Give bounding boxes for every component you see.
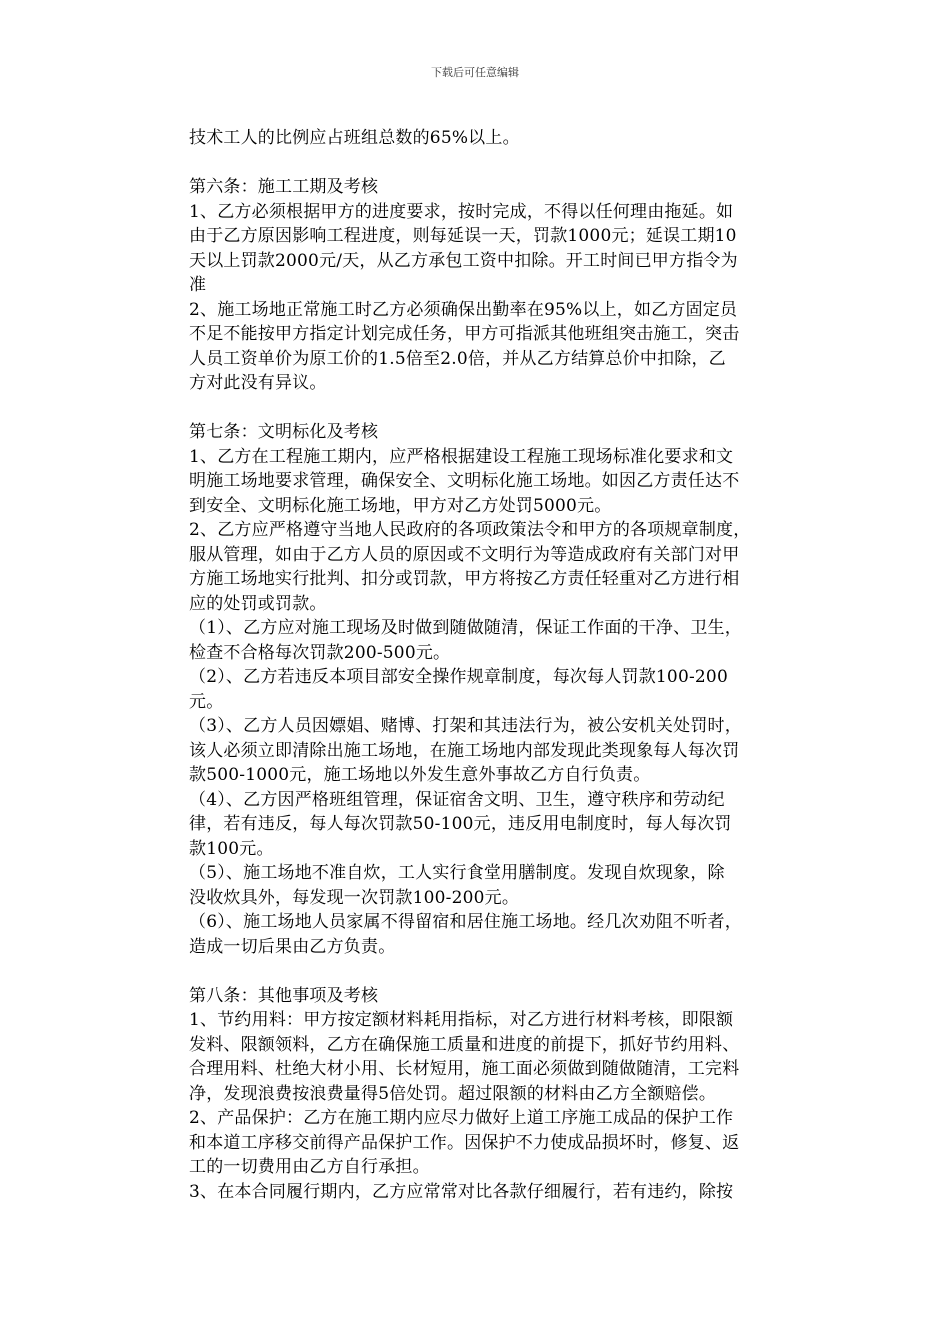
- text-line: 人员工资单价为原工价的1.5倍至2.0倍，并从乙方结算总价中扣除，乙: [189, 348, 726, 369]
- text-line: 明施工场地要求管理，确保安全、文明标化施工场地。如因乙方责任达不: [189, 471, 740, 491]
- text-line: （5）、施工场地不准自炊，工人实行食堂用膳制度。发现自炊现象，除: [189, 863, 725, 883]
- document-body: [189, 126, 811, 1204]
- text-line: 第六条：施工工期及考核: [189, 177, 379, 197]
- text-line: 元。: [189, 691, 224, 712]
- text-line: 造成一切后果由乙方负责。: [189, 936, 396, 957]
- page-header: 下载后可任意编辑: [431, 66, 519, 79]
- text-line: 发料、限额领料，乙方在确保施工质量和进度的前提下，抓好节约用料、: [189, 1034, 740, 1055]
- text-line: 和本道工序移交前得产品保护工作。因保护不力使成品损坏时，修复、返: [189, 1132, 740, 1153]
- text-line: 工的一切费用由乙方自行承担。: [189, 1157, 430, 1177]
- text-line: 由于乙方原因影响工程进度，则每延误一天，罚款1000元；延误工期10: [189, 226, 737, 246]
- text-line: 净，发现浪费按浪费量得5倍处罚。超过限额的材料由乙方全额赔偿。: [189, 1083, 717, 1104]
- text-line: 该人必须立即清除出施工场地，在施工场地内部发现此类现象每人每次罚: [189, 740, 740, 761]
- text-line: （2）、乙方若违反本项目部安全操作规章制度，每次每人罚款100-200: [189, 667, 728, 687]
- text-line: 到安全、文明标化施工场地，甲方对乙方处罚5000元。: [189, 495, 612, 516]
- text-line: 1、节约用料：甲方按定额材料耗用指标，对乙方进行材料考核，即限额: [189, 1010, 734, 1030]
- text-line: 服从管理，如由于乙方人员的原因或不文明行为等造成政府有关部门对甲: [189, 544, 740, 565]
- text-line: 款500-1000元，施工场地以外发生意外事故乙方自行负责。: [189, 765, 651, 785]
- text-line: 律，若有违反，每人每次罚款50-100元，违反用电制度时，每人每次罚: [189, 814, 732, 834]
- paragraph-gap: [189, 151, 811, 176]
- text-line: 技术工人的比例应占班组总数的65%以上。: [189, 128, 520, 148]
- text-line: 没收炊具外，每发现一次罚款100-200元。: [189, 887, 520, 908]
- text-line: 应的处罚或罚款。: [189, 593, 327, 614]
- text-line: 1、乙方在工程施工期内，应严格根据建设工程施工现场标准化要求和文: [189, 446, 734, 467]
- text-line: 准: [189, 275, 207, 295]
- text-line: 第八条：其他事项及考核: [189, 985, 379, 1006]
- text-line: 3、在本合同履行期内，乙方应常常对比各款仔细履行，若有违约，除按: [189, 1181, 734, 1202]
- text-line: （3）、乙方人员因嫖娼、赌博、打架和其违法行为，被公安机关处罚时，: [189, 716, 742, 736]
- text-line: 合理用料、杜绝大材小用、长材短用，施工面必须做到随做随清，工完料: [189, 1059, 740, 1079]
- text-line: 第七条：文明标化及考核: [189, 422, 379, 442]
- text-line: 2、施工场地正常施工时乙方必须确保出勤率在95%以上，如乙方固定员: [189, 299, 738, 320]
- paragraph-gap: [189, 959, 811, 984]
- paragraph-gap: [189, 396, 811, 421]
- text-line: 1、乙方必须根据甲方的进度要求，按时完成，不得以任何理由拖延。如: [189, 201, 734, 222]
- text-line: 2、乙方应严格遵守当地人民政府的各项政策法令和甲方的各项规章制度，: [189, 520, 751, 540]
- text-line: 检查不合格每次罚款200-500元。: [189, 642, 451, 663]
- text-line: 款100元。: [189, 838, 274, 859]
- text-line: 方对此没有异议。: [189, 373, 327, 393]
- text-line: （4）、乙方因严格班组管理，保证宿舍文明、卫生，遵守秩序和劳动纪: [189, 789, 725, 810]
- text-line: （1）、乙方应对施工现场及时做到随做随清，保证工作面的干净、卫生，: [189, 618, 742, 638]
- text-line: 天以上罚款2000元/天，从乙方承包工资中扣除。开工时间已甲方指令为: [189, 250, 738, 271]
- text-line: 方施工场地实行批判、扣分或罚款，甲方将按乙方责任轻重对乙方进行相: [189, 569, 740, 589]
- text-line: （6）、施工场地人员家属不得留宿和居住施工场地。经几次劝阻不听者，: [189, 912, 742, 932]
- text-line: 2、产品保护：乙方在施工期内应尽力做好上道工序施工成品的保护工作: [189, 1108, 734, 1128]
- text-line: 不足不能按甲方指定计划完成任务，甲方可指派其他班组突击施工，突击: [189, 324, 740, 344]
